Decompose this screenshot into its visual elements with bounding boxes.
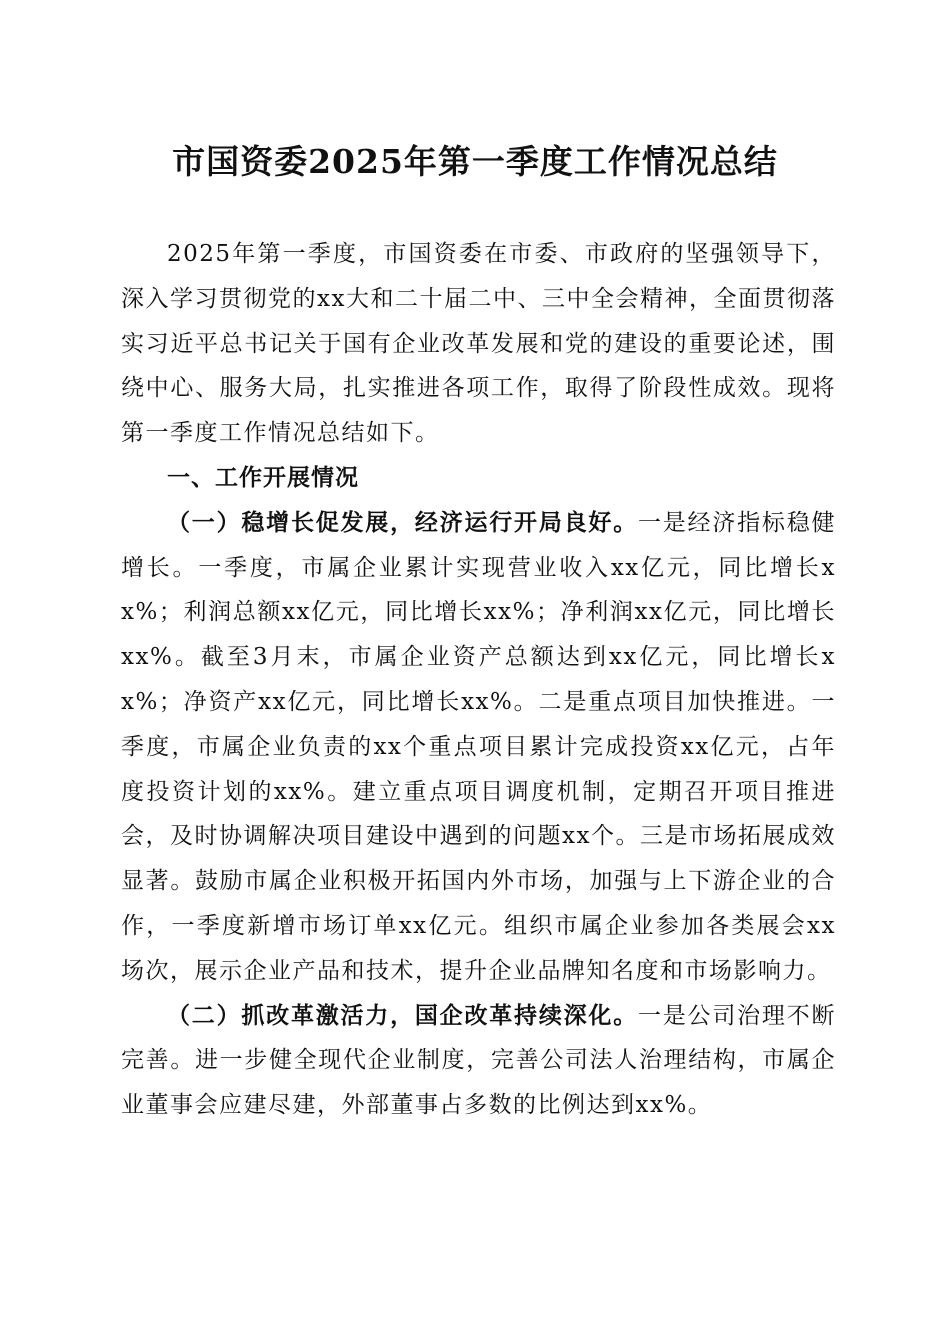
document-title: 市国资委2025年第一季度工作情况总结 bbox=[172, 142, 778, 181]
subsection-1-body: 一是经济指标稳健增长。一季度，市属企业累计实现营业收入xx亿元，同比增长xx%；利润总额xx亿元，同比增长xx%；净利润xx亿元，同比增长xx%。截至3月末，市属企业资产总额达到xx亿元，同比增长xx%；净资产xx亿元，同比增长xx%。二是重点项目加快推进。一季度，市属企业负责的xx个重点项目累计完成投资xx亿元，占年度投资计划的xx%。建立重点项目调度机制，定期召开项目推进会，及时协调解决项目建设中遇到的问题xx个。三是市场拓展成效显著。鼓励市属企业积极开拓国内外市场，加强与上下游企业的合作，一季度新增市场订单xx亿元。组织市属企业参加各类展会xx场次，展示企业产品和技术，提升企业品牌知名度和市场影响力。 bbox=[121, 509, 837, 984]
subsection-2-lead: （二）抓改革激活力，国企改革持续深化。 bbox=[167, 1001, 638, 1029]
subsection-2-paragraph bbox=[121, 994, 836, 1128]
subsection-2-body: 一是公司治理不断完善。进一步健全现代企业制度，完善公司法人治理结构，市属企业董事会应建尽建，外部董事占多数的比例达到xx%。 bbox=[121, 1002, 837, 1119]
intro-paragraph: 2025年第一季度，市国资委在市委、市政府的坚强领导下，深入学习贯彻党的xx大和二十届二中、三中全会精神，全面贯彻落实习近平总书记关于国有企业改革发展和党的建设的重要论述，围绕中心、服务大局，扎实推进各项工作，取得了阶段性成效。现将第一季度工作情况总结如下。 bbox=[121, 241, 836, 447]
document-body bbox=[121, 232, 836, 1128]
subsection-1-lead: （一）稳增长促发展，经济运行开局良好。 bbox=[167, 508, 638, 536]
section-heading-1: 一、工作开展情况 bbox=[167, 464, 359, 491]
subsection-1-paragraph bbox=[121, 501, 836, 994]
